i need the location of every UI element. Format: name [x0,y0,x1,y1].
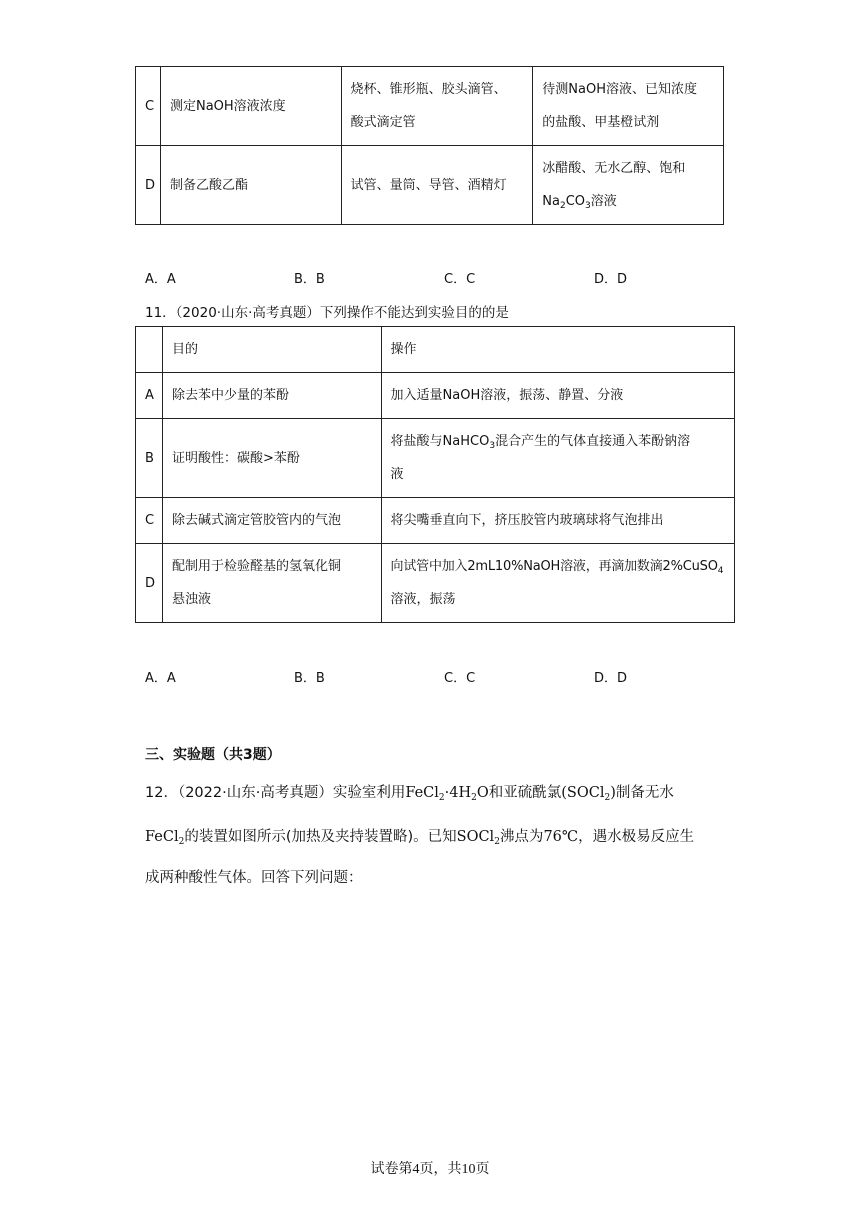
reagents-cell: 冰醋酸、无水乙醇、饱和 $Na_2CO_3$溶液 [533,146,724,225]
purpose-cell: 测定NaOH溶液浓度 [160,67,341,146]
operation-cell: 向试管中加入2mL10%NaOH溶液，再滴加数滴2%CuSO$_4$ 溶液，振荡 [381,544,734,623]
option-b: B．B [294,272,325,287]
option-a: A．A [145,272,176,287]
question-12-line1: 12．（2022·山东·高考真题）实验室利用$FeCl_2\cdot 4H_2O$和亚硫酰氯(SOCl$_2$)制备无水 [145,785,674,803]
row-label: B [136,419,163,498]
column-header: 操作 [381,327,734,373]
formula-line: $Na_2CO_3$溶液 [542,194,617,211]
table-row [136,544,735,623]
section-title: 三、实验题（共3题） [145,747,281,763]
row-label: D [136,544,163,623]
purpose-cell: 制备乙酸乙酯 [160,146,341,225]
row-label: C [136,67,161,146]
apparatus-table [135,66,724,225]
column-header: 目的 [162,327,381,373]
row-label: D [136,146,161,225]
option-c: C．C [444,272,476,287]
question-12-line2: FeCl$_2$的装置如图所示(加热及夹持装置略)。已知SOCl$_2$沸点为76℃，遇水极易反应生 [145,829,695,847]
purpose-cell: 配制用于检验醛基的氢氧化铜 悬浊液 [162,544,381,623]
page-footer: 试卷第4页，共10页 [370,1162,490,1177]
purpose-cell: 除去碱式滴定管胶管内的气泡 [162,498,381,544]
row-label: C [136,498,163,544]
table-header-row [136,327,735,373]
operation-cell: 加入适量NaOH溶液，振荡、静置、分液 [381,373,734,419]
option-c: C．C [444,671,476,686]
operation-cell: 将盐酸与NaHCO$_3$混合产生的气体直接通入苯酚钠溶 液 [381,419,734,498]
option-a: A．A [145,671,176,686]
purpose-cell: 除去苯中少量的苯酚 [162,373,381,419]
operation-cell: 将尖嘴垂直向下，挤压胶管内玻璃球将气泡排出 [381,498,734,544]
operation-table [135,326,735,623]
instruments-cell: 试管、量筒、导管、酒精灯 [341,146,533,225]
option-d: D．D [594,272,628,287]
table-row [136,373,735,419]
row-label: A [136,373,163,419]
option-b: B．B [294,671,325,686]
question-11-stem: 11．（2020·山东·高考真题）下列操作不能达到实验目的的是 [145,305,509,321]
purpose-cell: 证明酸性：碳酸>苯酚 [162,419,381,498]
table-row [136,498,735,544]
reagents-cell: 待测NaOH溶液、已知浓度 的盐酸、甲基橙试剂 [533,67,724,146]
table-row [136,419,735,498]
instruments-cell: 烧杯、锥形瓶、胶头滴管、 酸式滴定管 [341,67,533,146]
question-12-line3: 成两种酸性气体。回答下列问题： [145,870,363,886]
table-row [136,146,724,225]
table-row [136,67,724,146]
option-d: D．D [594,671,628,686]
